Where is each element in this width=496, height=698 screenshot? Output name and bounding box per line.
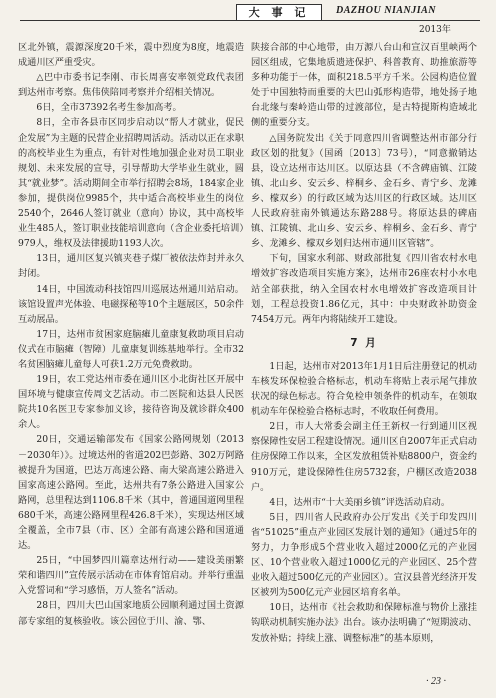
paragraph: 17日，达州市贫困家庭脑瘫儿童康复救助项目启动仪式在市脑瘫（智障）儿童康复训练基地举行。全市32名贫困脑瘫儿童每人可获1.2万元免费救助。 bbox=[18, 328, 244, 370]
paragraph: △巴中市委书记李刚、市长周喜安率领党政代表团到达州市考察。焦伟侠陪同考察并介绍相关情况。 bbox=[18, 72, 244, 99]
paragraph: 4日，达州市“十大美丽乡镇”评选活动启动。 bbox=[269, 496, 451, 508]
paragraph: 下旬，国家水利部、财政部批复《四川省农村水电增效扩容改造项目实施方案》，达州市26座农村小水电站全部获批，纳入全国农村水电增效扩容改造项目计划，工程总投资1.86亿元，其中：中央财政补助资金7454万元。两年内将陆续开工建设。 bbox=[251, 253, 477, 325]
paragraph: 5日，四川省人民政府办公厅发出《关于印发四川省“51025”重点产业园区发展计划的通知》（通过5年的努力，力争形成5个营业收入超过2000亿元的产业园区、10个营业收入超过1000亿元的产业园区、25个营业收入超过500亿元的产业园区）。宣汉县普光经济开发区被列为500亿元产业园区培育名单。 bbox=[251, 511, 477, 599]
header-year: 2013年 bbox=[419, 25, 451, 35]
paragraph: 28日，四川大巴山国家地质公园顺利通过国土资源部专家组的复核验收。该公园位于川、渝、鄂、 bbox=[18, 600, 244, 627]
paragraph: 2日，市人大常委会副主任王新权一行到通川区视察保障性安居工程建设情况。通川区自2007年正式启动住房保障工作以来，全区发放租赁补贴8800户，资金约910万元，建设保障性住房5732套，户棚区改造2038户。 bbox=[251, 421, 477, 493]
publication-title: DAZHOU NIANJIAN bbox=[336, 5, 437, 16]
header-rule bbox=[20, 20, 480, 21]
paragraph: 25日，“中国梦四川篇章达州行动——建设美丽繁荣和谐四川”宣传展示活动在市体育馆启动。并举行重温入党誓词和“学习感悟，万人签名”活动。 bbox=[18, 555, 244, 597]
month-heading: 7 月 bbox=[350, 336, 378, 349]
paragraph: 19日，农工党达州市委在通川区小北街社区开展中国环境与健康宣传周文艺活动。市二医院和达县人民医院共10名医卫专家参加义诊，接待咨询及就诊群众400余人。 bbox=[18, 374, 244, 431]
right-column bbox=[251, 40, 477, 646]
paragraph: 13日，通川区复兴镇夹巷子煤厂被依法炸封并永久封闭。 bbox=[18, 253, 244, 280]
paragraph: 陕接合部的中心地带，由万源八台山和宣汉百里峡两个园区组成，它集地质遗迹保护、科普教育、助推旅游等多种功能于一体，面积218.5平方千米。公园构造位置处于中国独特而重要的大巴山弧形构造带，地处扬子地台北缘与秦岭造山带的过渡部位，是古特提斯构造域北侧的重要分支。 bbox=[251, 42, 477, 129]
paragraph: 20日，交通运输部发布《国家公路网规划（2013－2030年）》。过境达州的省道202巴彭路、302万阿路被提升为国道，巴达万高速公路、南大梁高速公路进入国家高速公路网。至此，达州共有7条公路进入国家公路网，总里程达到1106.8千米（其中，普通国道网里程680千米，高速公路网里程426.8千米），实现达州区域全覆盖，全市7县（市、区）全部有高速公路和国道通达。 bbox=[18, 434, 244, 552]
section-title: 大 事 记 bbox=[236, 4, 322, 21]
paragraph: △国务院发出《关于同意四川省调整达州市部分行政区划的批复》（国函〔2013〕73号），“同意撤销达县，设立达州市达川区。以原达县（不含碑庙镇、江陵镇、北山乡、安云乡、梓桐乡、金石乡、青宁乡、龙滩乡、檬双乡）的行政区域为达川区的行政区域。达川区人民政府驻南外镇通达东路288号。将原达县的碑庙镇、江陵镇、北山乡、安云乡、梓桐乡、金石乡、青宁乡、龙滩乡、檬双乡划归达州市通川区管辖”。 bbox=[251, 132, 477, 250]
paragraph: 10日，达州市《社会救助和保障标准与物价上涨挂钩联动机制实施办法》出台。该办法明确了“短期波动、发放补贴；持续上涨、调整标准”的基本原则， bbox=[251, 602, 477, 644]
paragraph: 1日起，达州市对2013年1月1日后注册登记的机动车核发环保检验合格标志，机动车将贴上表示尾气排放状况的绿色标志。符合免检申领条件的机动车，在领取机动车年保检验合格标志时，不收取任何费用。 bbox=[251, 360, 477, 418]
paragraph: 区北外镇，震源深度20千米，震中烈度为8度，地震造成通川区严重受灾。 bbox=[18, 42, 244, 69]
right-column-top bbox=[251, 40, 477, 327]
page-header bbox=[0, 0, 496, 40]
right-column-bottom bbox=[251, 359, 477, 646]
page-number: · 23 · bbox=[426, 676, 446, 687]
paragraph: 14日，中国流动科技馆四川巡展达州通川站启动。该馆设置声光体验、电磁探秘等10个主题展区，50余件互动展品。 bbox=[18, 283, 244, 325]
paragraph: 8日，全市各县市区同步启动以“帮人才就业，促民企发展”为主题的民营企业招聘周活动。活动以正在求职的高校毕业生为重点，有针对性地加强企业对员工职业规划、未来发展的宣导，引导帮助大学毕业生就业，圆其“就业梦”。活动期间全市举行招聘会8场，184家企业参加，提供岗位9985个，共中适合高校毕业生的岗位2540个，2646人签订就业（意向）协议，其中高校毕业生485人，签订职业技能培训意向（含企业委托培训）979人，维权及法律援助1193人次。 bbox=[18, 117, 244, 250]
paragraph: 6日，全市37392名考生参加高考。 bbox=[36, 102, 182, 114]
left-column bbox=[18, 40, 244, 629]
